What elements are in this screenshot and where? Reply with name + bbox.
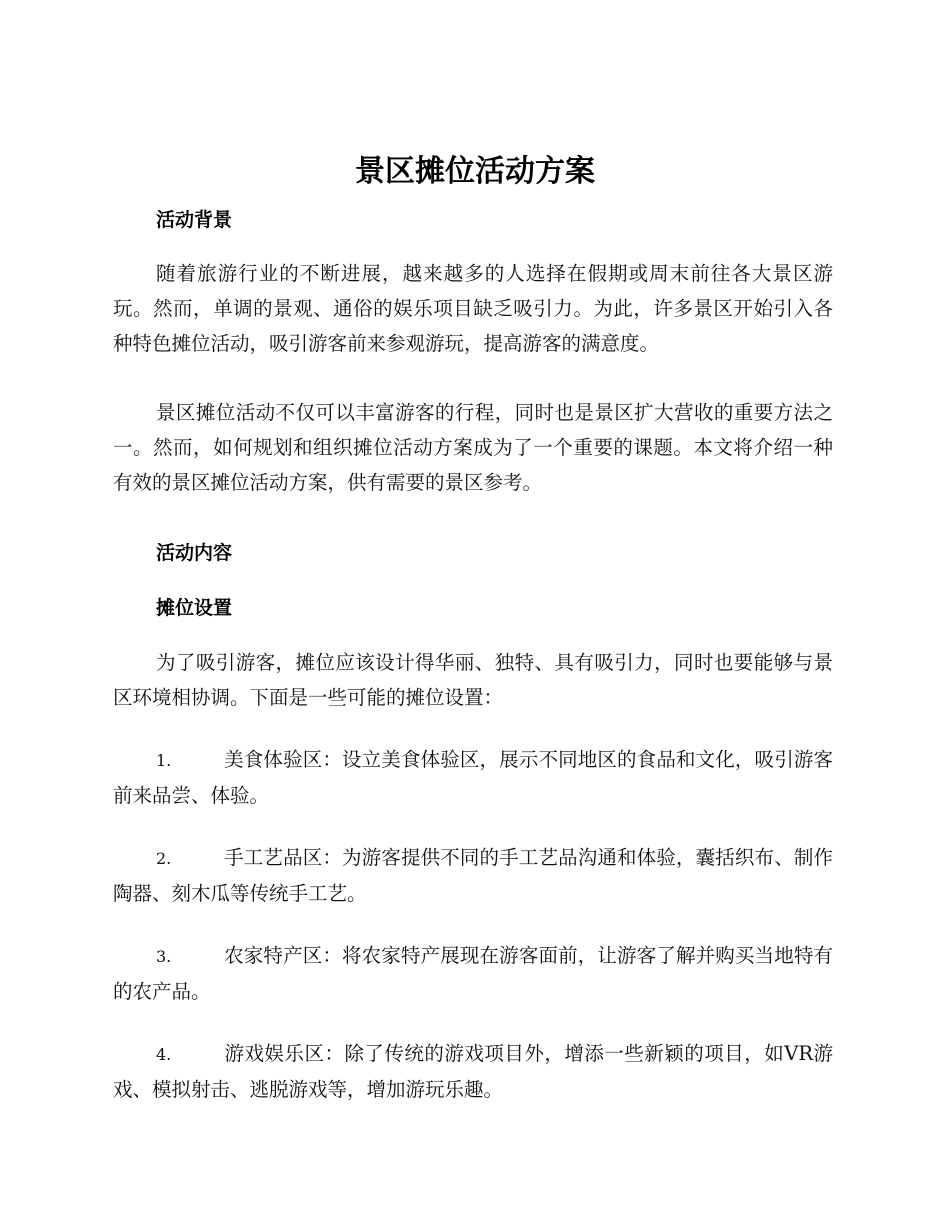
list-item — [113, 938, 833, 1009]
section-heading-background: 活动背景 — [156, 209, 233, 231]
list-number: 2. — [156, 849, 172, 868]
list-text: 手工艺品区：为游客提供不同的手工艺品沟通和体验，囊括织布、制作陶器、刻木瓜等传统手工艺。 — [113, 846, 833, 905]
list-item — [113, 742, 833, 813]
list-text: 美食体验区：设立美食体验区，展示不同地区的食品和文化，吸引游客前来品尝、体验。 — [113, 748, 833, 807]
paragraph-background-1: 随着旅游行业的不断进展，越来越多的人选择在假期或周末前往各大景区游玩。然而，单调的景观、通俗的娱乐项目缺乏吸引力。为此，许多景区开始引入各种特色摊位活动，吸引游客前来参观游玩，提高游客的满意度。 — [113, 262, 833, 355]
list-text: 游戏娱乐区：除了传统的游戏项目外，增添一些新颖的项目，如VR游戏、模拟射击、逃脱游戏等，增加游玩乐趣。 — [113, 1042, 833, 1101]
list-item — [113, 1036, 833, 1107]
paragraph-booth-setup: 为了吸引游客，摊位应该设计得华丽、独特、具有吸引力，同时也要能够与景区环境相协调。下面是一些可能的摊位设置： — [113, 651, 833, 709]
list-number: 4. — [156, 1045, 172, 1064]
list-text: 农家特产区：将农家特产展现在游客面前，让游客了解并购买当地特有的农产品。 — [113, 944, 833, 1003]
section-heading-content: 活动内容 — [156, 542, 233, 564]
list-item — [113, 840, 833, 911]
list-number: 1. — [156, 751, 172, 770]
list-number: 3. — [156, 947, 172, 966]
section-heading-booth-setup: 摊位设置 — [156, 597, 233, 619]
document-title: 景区摊位活动方案 — [355, 154, 595, 189]
paragraph-background-2: 景区摊位活动不仅可以丰富游客的行程，同时也是景区扩大营收的重要方法之一。然而，如何规划和组织摊位活动方案成为了一个重要的课题。本文将介绍一种有效的景区摊位活动方案，供有需要的景区参考。 — [113, 401, 833, 494]
